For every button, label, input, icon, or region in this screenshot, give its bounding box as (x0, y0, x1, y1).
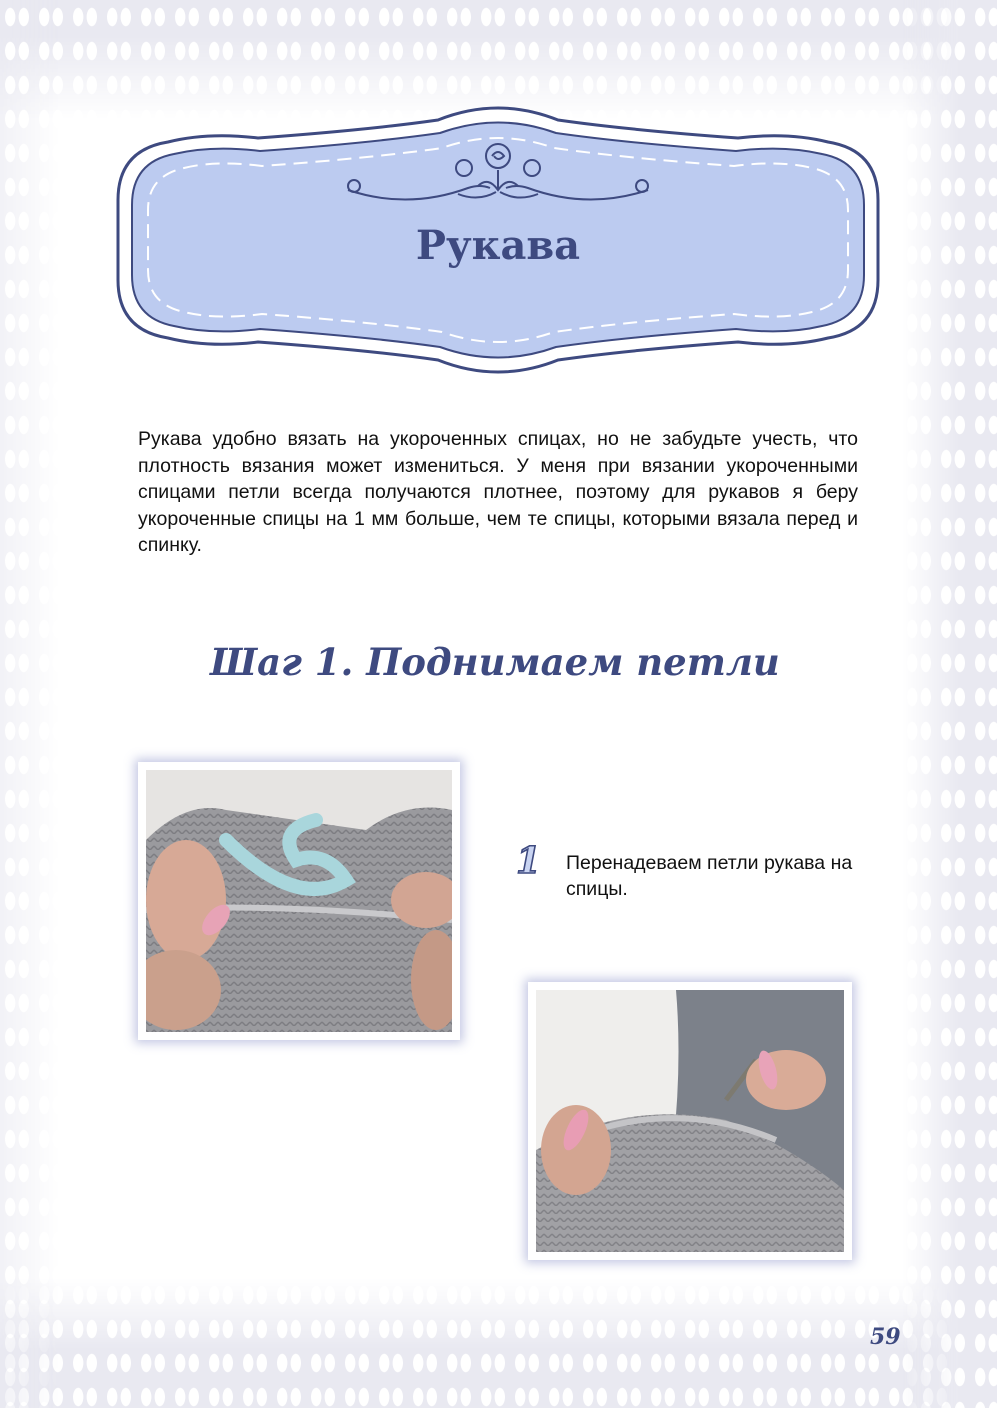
knit-border-bottom (0, 1278, 997, 1408)
step-heading: Шаг 1. Поднимаем петли (210, 640, 780, 684)
step-number: 1 (516, 840, 542, 882)
step-text: Перенадеваем петли рукава на спицы. (566, 852, 853, 900)
page-title: Рукава (415, 222, 581, 269)
knit-border-right (902, 0, 997, 1408)
photo-knitting-hands-2 (528, 982, 852, 1260)
intro-paragraph: Рукава удобно вязать на укороченных спицах, но не забудьте учесть, что плотность вязания может измениться. У меня при вязании укороченными спицами петли всегда получаются плотнее, поэтому для рукавов я беру укороченные спицы на 1 мм больше, чем те спицы, которыми вязала перед и спинку. (138, 428, 858, 556)
page-number: 59 (870, 1324, 901, 1350)
knit-border-left (0, 0, 60, 1408)
photo-knitting-hands-1 (138, 762, 460, 1040)
